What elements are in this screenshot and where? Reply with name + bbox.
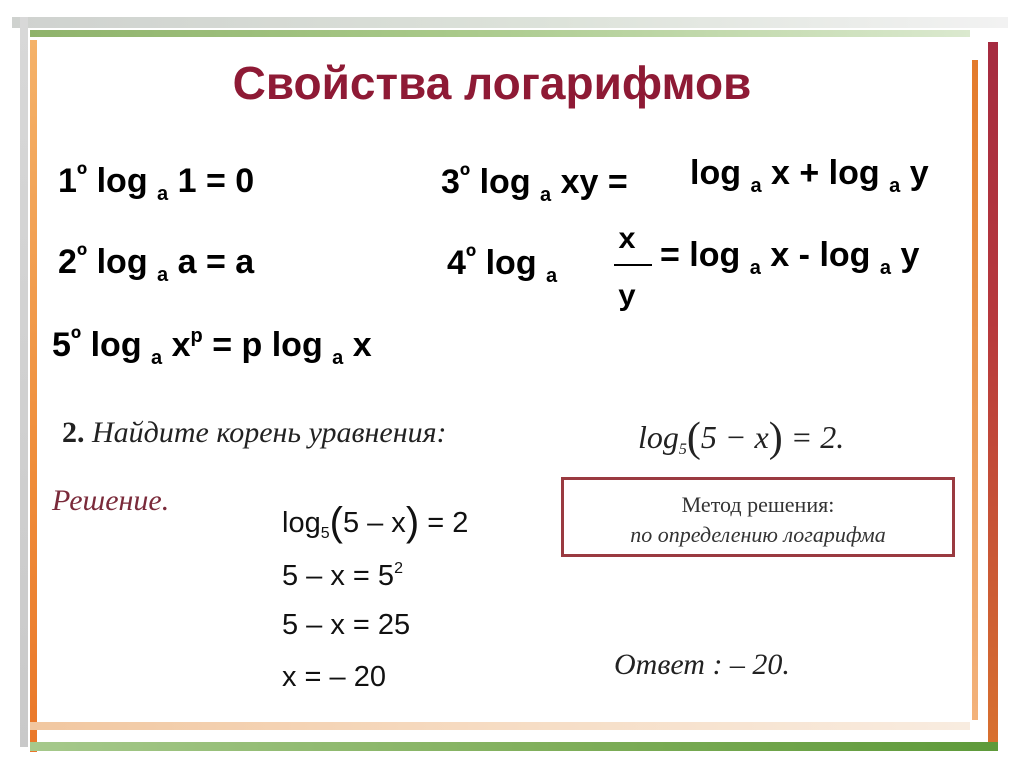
answer: Ответ : – 20. [614,648,790,681]
log-argument: 5 − x [700,419,769,455]
log-word: log [690,154,741,192]
log-word: log [485,244,537,282]
rhs-middle: x + log [771,154,880,192]
degree-sign: º [459,160,471,191]
close-paren: ) [405,500,420,544]
rhs-tail: x [352,326,372,364]
frame-right-orange-bar [972,60,978,720]
property-4-rhs [660,238,919,278]
property-number: 5 [52,326,71,364]
log-base: a [889,175,901,197]
degree-sign: º [76,240,88,271]
task-text: Найдите корень уравнения: [92,416,447,449]
log-base: a [151,347,163,369]
log-base: a [749,257,761,279]
log-base: a [540,184,552,206]
frame-bottom-green-bar [30,742,998,751]
fraction-bar [614,264,652,266]
open-paren: ( [329,500,343,544]
property-5 [52,325,372,368]
property-number: 2 [58,243,77,281]
fraction-numerator: x [618,224,637,258]
log-base: a [157,264,169,286]
log-base: 5 [320,525,330,542]
frame-right-red-bar [988,42,998,742]
log-argument: xy = [560,163,628,201]
log-word: log [90,326,142,364]
log-word: log [638,419,679,455]
degree-sign: º [465,241,477,272]
frame-top-green-bar [30,30,970,37]
log-word: log [282,507,321,539]
property-1 [58,161,254,204]
log-base: a [546,265,558,287]
log-argument: x [171,326,191,364]
log-base: 5 [678,441,687,458]
method-subtitle: по определению логарифма [630,522,886,547]
step-lhs: 5 – x = 5 [282,560,395,592]
log-word: = log [660,236,741,274]
property-3-rhs [690,156,929,196]
frame-left-accent-bar [30,40,37,752]
open-paren: ( [686,415,701,461]
method-box [561,477,955,557]
fraction-denominator: y [618,281,637,315]
step-rhs: = 2 [427,507,469,539]
log-base: a [157,183,169,205]
rhs-tail: y [909,154,929,192]
solution-step-1 [282,500,468,545]
log-base: a [332,347,344,369]
task-equation [638,414,844,462]
log-word: log [96,162,148,200]
solution-label: Решение. [52,484,170,517]
solution-step-2 [282,560,403,593]
log-word: log [479,163,531,201]
log-base: a [879,257,892,279]
exponent: 2 [394,560,403,577]
log-argument: 5 – x [342,507,406,539]
rhs-tail: y [900,236,920,274]
property-rhs: 1 = 0 [177,162,255,200]
log-base: a [750,175,762,197]
property-number: 4 [447,244,466,282]
frame-bottom-light-bar [30,722,970,730]
degree-sign: º [70,323,82,354]
rhs-middle: x - log [770,236,871,274]
property-4 [447,243,557,286]
property-3 [441,162,628,205]
exponent: p [190,325,203,347]
property-rhs: a = a [177,243,255,281]
close-paren: ) [768,415,783,461]
method-title: Метод решения: [681,492,835,517]
property-number: 1 [58,162,77,200]
solution-step-3: 5 – x = 25 [282,609,411,641]
property-2 [58,242,254,285]
property-number: 3 [441,163,460,201]
equation-rhs: = 2. [790,419,845,455]
slide-title: Свойства логарифмов [232,57,752,109]
degree-sign: º [76,159,88,190]
property-rhs: = p log [202,326,323,364]
frame-top-bar [12,17,1008,28]
task-number: 2. [62,416,85,449]
frame-left-bar [20,17,28,747]
task-statement [62,416,447,450]
solution-step-4: x = – 20 [282,661,386,693]
log-word: log [96,243,148,281]
